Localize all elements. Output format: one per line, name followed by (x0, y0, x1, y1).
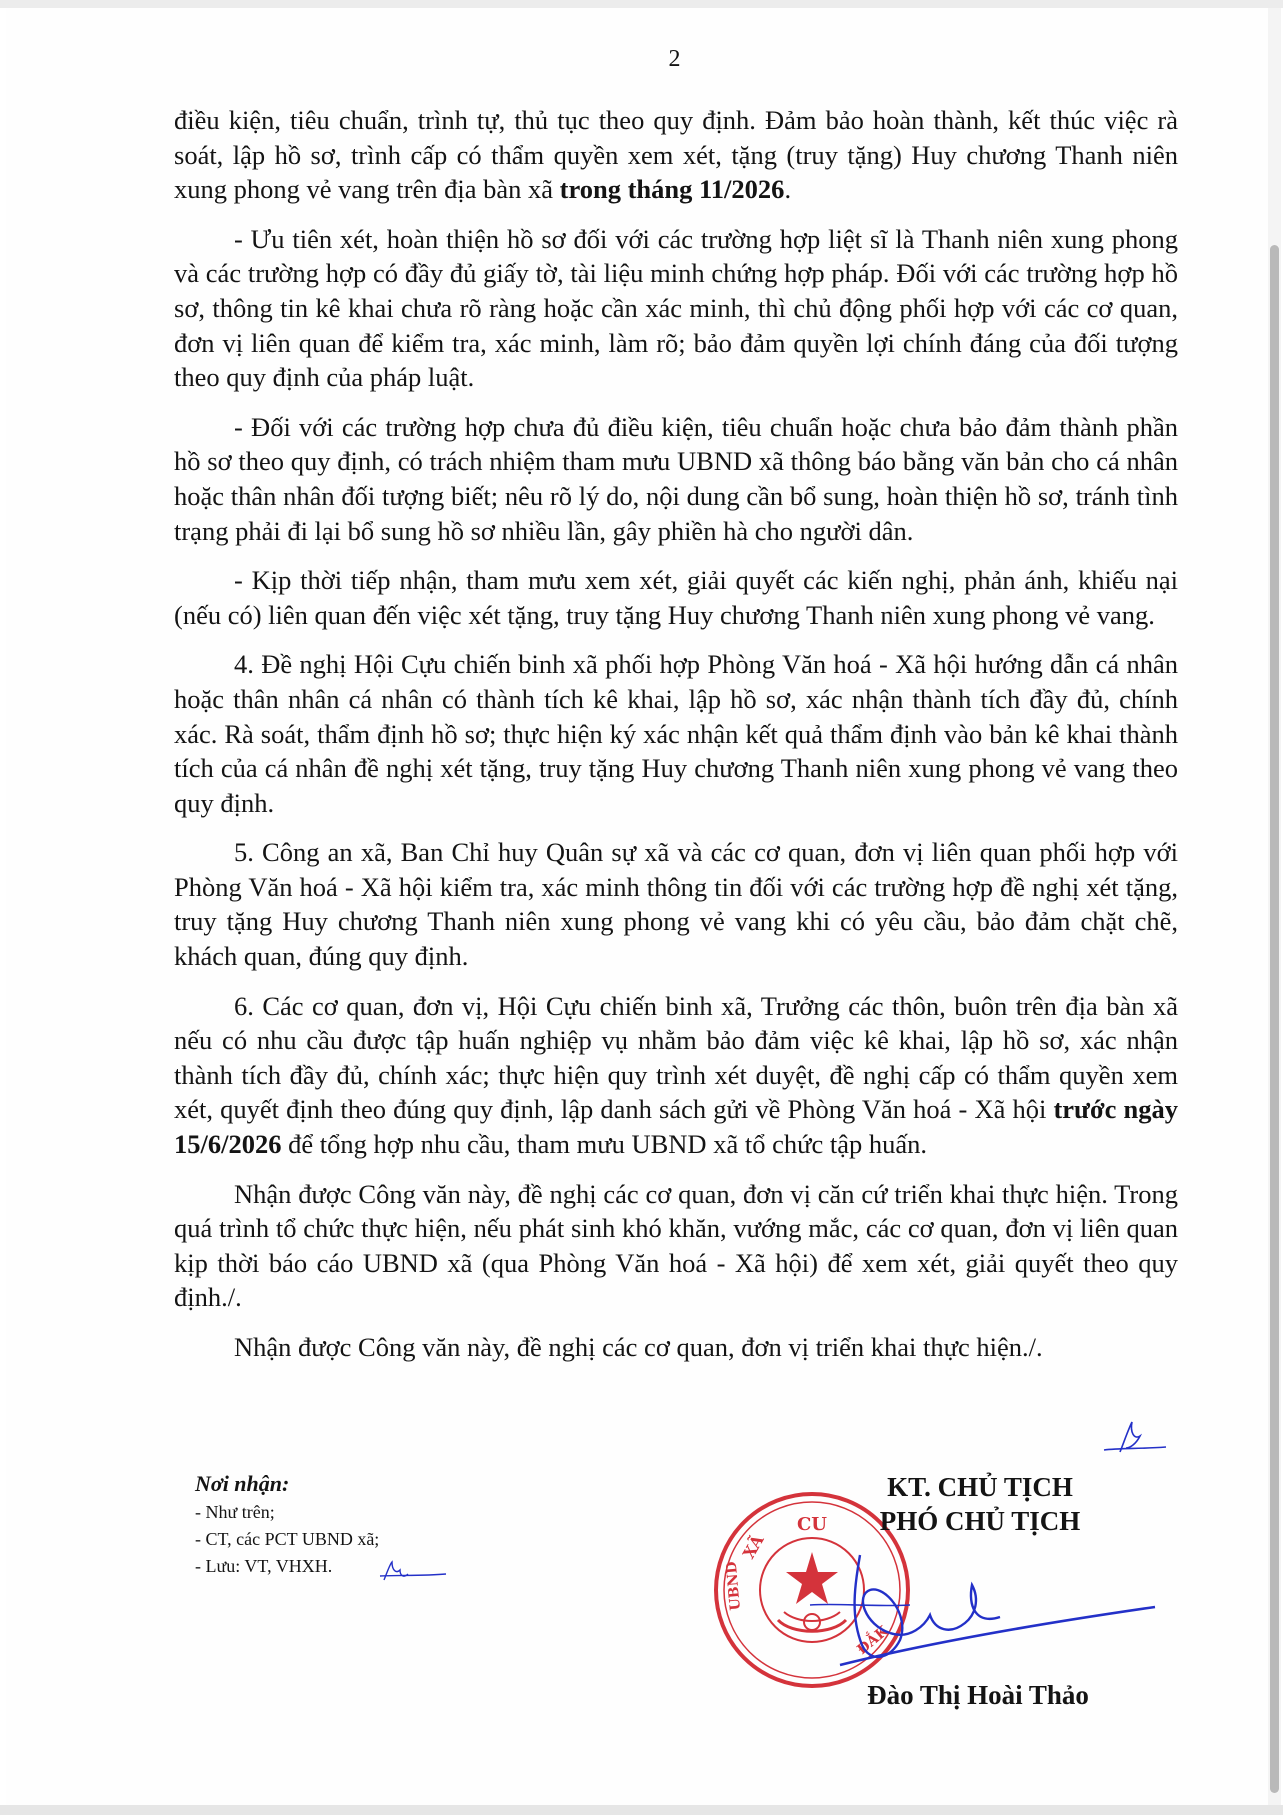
paragraph-item-6 (174, 989, 1178, 1162)
svg-text:UBND: UBND (723, 1560, 744, 1612)
recipients-block (195, 1470, 379, 1580)
paragraph-priority: - Ưu tiên xét, hoàn thiện hồ sơ đối với các trường hợp liệt sĩ là Thanh niên xung phong và các trường hợp có đầy đủ giấy tờ, tài liệu minh chứng hợp pháp. Đối với các trường hợp hồ sơ, thông tin kê khai chưa rõ ràng hoặc cần xác minh, thì chủ động phối hợp với các cơ quan, đơn vị liên quan để kiểm tra, xác minh, làm rõ; bảo đảm quyền lợi chính đáng của đối tượng theo quy định của pháp luật. (174, 223, 1178, 393)
scrollbar-thumb[interactable] (1270, 245, 1279, 1793)
svg-text:ĐẮK: ĐẮK (854, 1623, 892, 1659)
paragraph-text: để tổng hợp nhu cầu, tham mưu UBND xã tổ chức tập huấn. (281, 1129, 927, 1160)
recipient-item: - Lưu: VT, VHXH. (195, 1556, 333, 1576)
svg-text:CU: CU (796, 1514, 828, 1535)
recipients-title: Nơi nhận: (195, 1471, 290, 1496)
handwritten-signature (800, 1545, 1160, 1675)
recipients-title-text: Nơi nhận (195, 1471, 283, 1496)
paragraph-complaints: - Kịp thời tiếp nhận, tham mưu xem xét, giải quyết các kiến nghị, phản ánh, khiếu nại (nếu có) liên quan đến việc xét tặng, truy tặng Huy chương Thanh niên xung phong vẻ vang. (174, 565, 1178, 630)
initial-mark (378, 1560, 448, 1586)
page-number: 2 (668, 46, 681, 72)
paragraph-closing: Nhận được Công văn này, đề nghị các cơ quan, đơn vị căn cứ triển khai thực hiện. Trong quá trình tổ chức thực hiện, nếu phát sinh khó khăn, vướng mắc, các cơ quan, đơn vị liên quan kịp thời báo cáo UBND xã (qua Phòng Văn hoá - Xã hội) để xem xét, giải quyết theo quy định./. (174, 1178, 1178, 1313)
deadline-bold-text: trước ngày 15/6/2026 (174, 1094, 1178, 1160)
svg-text:XÃ: XÃ (739, 1531, 768, 1562)
signature-title-line2: PHÓ CHỦ TỊCH (879, 1506, 1081, 1536)
paragraph-text: . (784, 174, 792, 205)
paragraph-final: Nhận được Công văn này, đề nghị các cơ quan, đơn vị triển khai thực hiện./. (234, 1332, 1043, 1362)
paragraph-text: 6. Các cơ quan, đơn vị, Hội Cựu chiến binh xã, Trưởng các thôn, buôn trên địa bàn xã nếu có nhu cầu được tập huấn nghiệp vụ nhằm bảo đảm việc kê khai, lập hồ sơ, xác nhận thành tích đầy đủ, chính xác; thực hiện quy trình xét duyệt, đề nghị cấp có thẩm quyền xem xét, quyết định theo đúng quy định, lập danh sách gửi về Phòng Văn hoá - Xã hội (174, 990, 1178, 1125)
initial-mark (1100, 1418, 1170, 1458)
window-top-border (0, 0, 1283, 8)
paragraph-item-4: 4. Đề nghị Hội Cựu chiến binh xã phối hợp Phòng Văn hoá - Xã hội hướng dẫn cá nhân hoặc thân nhân cá nhân có thành tích kê khai, lập hồ sơ, xác nhận thành tích đầy đủ, chính xác. Rà soát, thẩm định hồ sơ; thực hiện ký xác nhận kết quả thẩm định vào bản kê khai thành tích của cá nhân đề nghị xét tặng, truy tặng Huy chương Thanh niên xung phong vẻ vang theo quy định. (174, 649, 1178, 818)
paragraph-text: điều kiện, tiêu chuẩn, trình tự, thủ tục theo quy định. Đảm bảo hoàn thành, kết thúc việc rà soát, lập hồ sơ, trình cấp có thẩm quyền xem xét, tặng (truy tặng) Huy chương Thanh niên xung phong vẻ vang trên địa bàn xã (174, 105, 1178, 205)
paragraph-item-5: 5. Công an xã, Ban Chỉ huy Quân sự xã và các cơ quan, đơn vị liên quan phối hợp với Phòng Văn hoá - Xã hội kiểm tra, xác minh thông tin đối với các trường hợp đề nghị xét tặng, truy tặng Huy chương Thanh niên xung phong vẻ vang khi có yêu cầu, bảo đảm chặt chẽ, khách quan, đúng quy định. (174, 837, 1178, 972)
paragraph-continuation (174, 103, 1178, 207)
signature-title-line1: KT. CHỦ TỊCH (887, 1472, 1073, 1502)
recipient-item: - CT, các PCT UBND xã; (195, 1529, 380, 1549)
signature-block (780, 1470, 1180, 1538)
paragraph-incomplete-cases: - Đối với các trường hợp chưa đủ điều kiện, tiêu chuẩn hoặc chưa bảo đảm thành phần hồ sơ theo quy định, có trách nhiệm tham mưu UBND xã thông báo bằng văn bản cho cá nhân hoặc thân nhân đối tượng biết; nêu rõ lý do, nội dung cần bổ sung, hoàn thiện hồ sơ, tránh tình trạng phải đi lại bổ sung hồ sơ nhiều lần, gây phiền hà cho người dân. (174, 411, 1178, 546)
window-bottom-border (0, 1805, 1283, 1815)
signer-name: Đào Thị Hoài Thảo (867, 1680, 1089, 1710)
recipient-item: - Như trên; (195, 1502, 275, 1522)
document-body (174, 103, 1178, 1380)
deadline-bold-text: trong tháng 11/2026 (559, 174, 785, 205)
